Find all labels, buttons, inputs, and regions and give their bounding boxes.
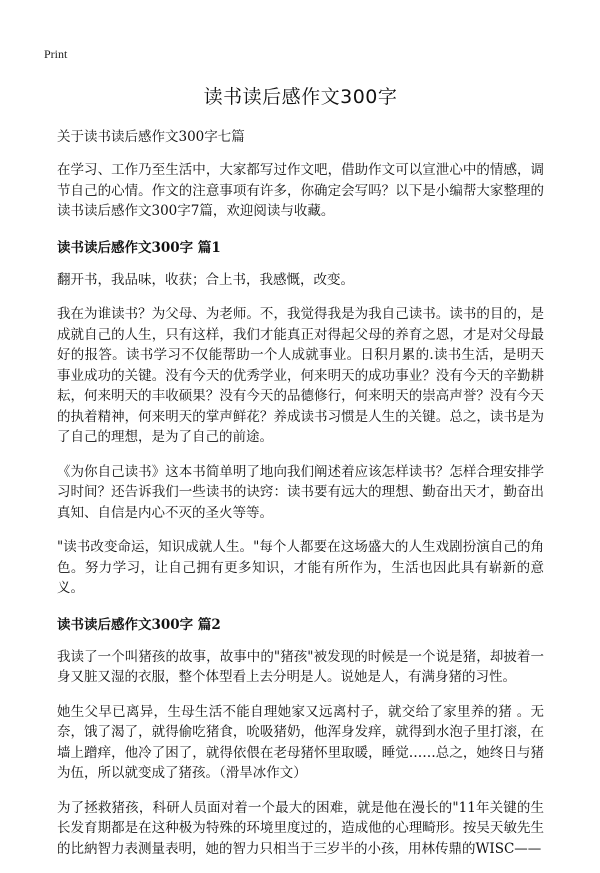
section-heading-1: 读书读后感作文300字 篇1	[57, 239, 221, 256]
paragraph: 《为你自己读书》这本书简单明了地向我们阐述着应该怎样读书？怎样合理安排学习时间？还告诉我们一些读书的诀窍：读书要有远大的理想、勤奋出天才，勤奋出真知、自信是内心不灭的圣火等等。	[57, 463, 544, 521]
section-heading-2: 读书读后感作文300字 篇2	[57, 616, 221, 633]
paragraph: 翻开书，我品味，收获；合上书，我感慨，改变。	[57, 271, 354, 288]
page-title: 读书读后感作文300字	[203, 86, 398, 108]
subtitle: 关于读书读后感作文300字七篇	[57, 129, 245, 145]
document-body	[57, 82, 544, 873]
paragraph: "读书改变命运，知识成就人生。"每个人都要在这场盛大的人生戏剧扮演自己的角色。努力学习，让自己拥有更多知识，才能有所作为，生活也因此具有崭新的意义。	[57, 539, 544, 596]
paragraph: 我在为谁读书？为父母、为老师。不，我觉得我是为我自己读书。读书的目的，是成就自己的人生，只有这样，我们才能真正对得起父母的养育之恩，才是对父母最好的报答。读书学习不仅能帮助一个人成就事业。日积月累的.读书生活，是明天事业成功的关键。没有今天的优秀学业，何来明天的成功事业？没有今天的辛勤耕耘，何来明天的丰收硕果？没有今天的品德修行，何来明天的崇高声誉？没有今天的执着精神，何来明天的掌声鲜花？养成读书习惯是人生的关键。总之，读书是为了自己的理想，是为了自己的前途。	[57, 306, 544, 445]
paragraph: 为了拯救猪孩，科研人员面对着一个最大的困难，就是他在漫长的"11年关键的生长发育期都是在这种极为特殊的环境里度过的，造成他的心理畸形。按吴天敏先生的比納智力表测量表明，她的智力只相当于三岁半的小孩，用林传鼎的WISC——	[57, 799, 544, 857]
print-link[interactable]: Print	[44, 47, 68, 61]
intro-paragraph: 在学习、工作乃至生活中，大家都写过作文吧，借助作文可以宣泄心中的情感，调节自己的心情。作文的注意事项有许多，你确定会写吗？以下是小编帮大家整理的读书读后感作文300字7篇，欢迎阅读与收藏。	[57, 162, 544, 219]
paragraph: 她生父早已离异，生母生活不能自理她家又远离村子，就交给了家里养的猪 。无奈，饿了渴了，就得偷吃猪食，吮吸猪奶，他浑身发痒，就得到水泡子里打滚，在墙上蹭痒，他冷了困了，就得依偎在老母猪怀里取暖，睡觉……总之，她终日与猪为伍，所以就变成了猪孩。（滑旱冰作文）	[57, 703, 544, 781]
paragraph: 我读了一个叫猪孩的故事，故事中的"猪孩"被发现的时候是一个说是猪，却披着一身又脏又湿的衣服，整个体型看上去分明是人。说她是人，有满身猪的习性。	[57, 648, 544, 685]
